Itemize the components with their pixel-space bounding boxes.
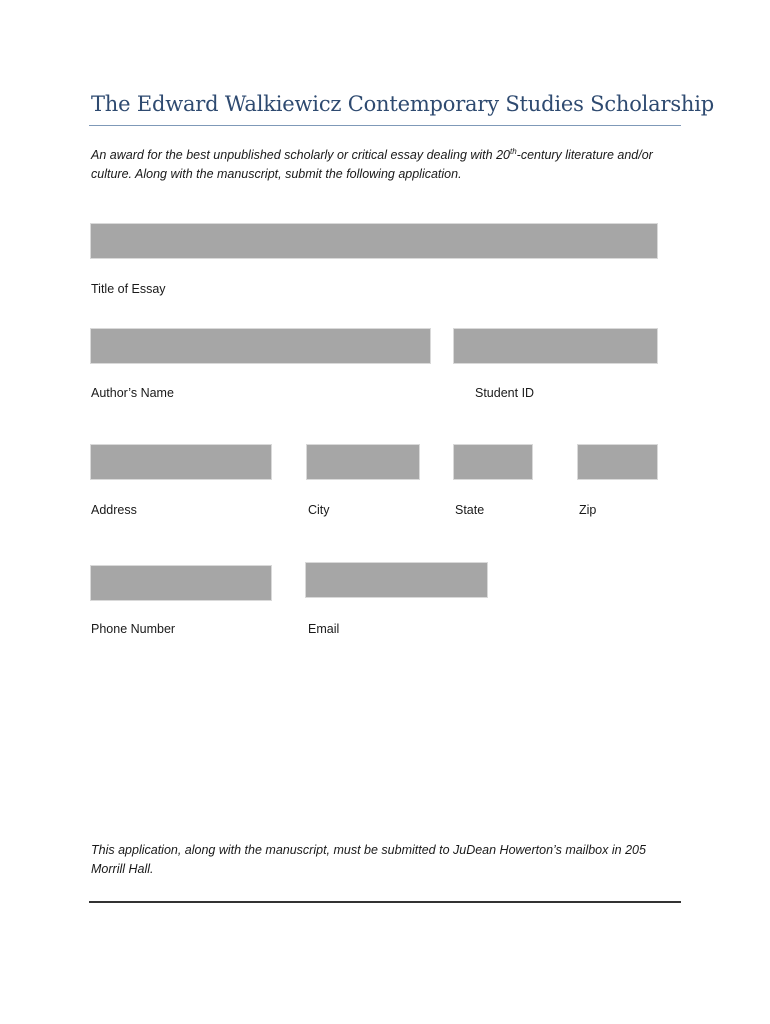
city-field[interactable] — [306, 444, 420, 480]
footer-divider — [89, 901, 681, 903]
state-field[interactable] — [453, 444, 533, 480]
intro-text-part-1: An award for the best unpublished scholarly or critical essay dealing with 20 — [91, 148, 510, 162]
state-label: State — [455, 503, 485, 517]
title-of-essay-label: Title of Essay — [91, 282, 166, 296]
intro-paragraph — [91, 146, 691, 184]
phone-number-field[interactable] — [90, 565, 272, 601]
title-underline — [89, 125, 681, 126]
email-label: Email — [308, 622, 340, 636]
address-label: Address — [91, 503, 137, 517]
intro-text-part-2: -century literature and/or culture. Along with the manuscript, submit the following application. — [91, 148, 653, 181]
submission-instructions: This application, along with the manuscript, must be submitted to JuDean Howerton’s mailbox in 205 Morrill Hall. — [91, 843, 646, 876]
address-field[interactable] — [90, 444, 272, 480]
student-id-label: Student ID — [475, 386, 535, 400]
intro-superscript: th — [509, 146, 517, 156]
email-field[interactable] — [305, 562, 488, 598]
title-of-essay-field[interactable] — [90, 223, 658, 259]
student-id-field[interactable] — [453, 328, 658, 364]
author-name-label: Author’s Name — [91, 386, 174, 400]
author-name-field[interactable] — [90, 328, 431, 364]
zip-field[interactable] — [577, 444, 658, 480]
document-title: The Edward Walkiewicz Contemporary Studies Scholarship — [91, 92, 714, 116]
city-label: City — [308, 503, 330, 517]
zip-label: Zip — [579, 503, 597, 517]
phone-number-label: Phone Number — [91, 622, 176, 636]
